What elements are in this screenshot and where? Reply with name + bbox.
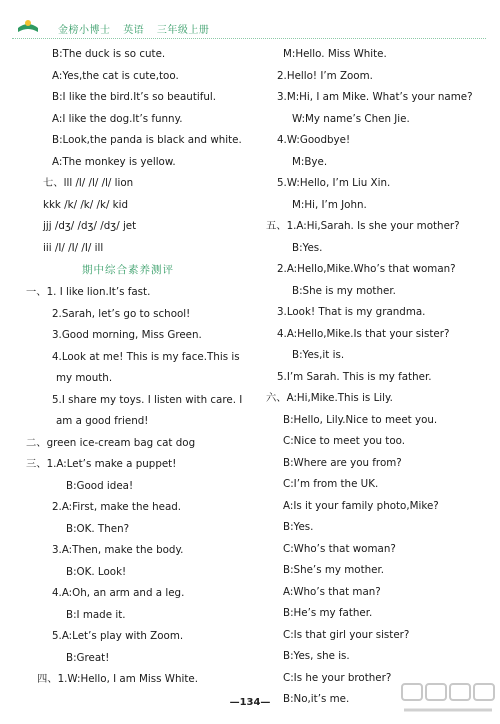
answer-line: 5.I share my toys. I listen with care. I: [52, 393, 243, 406]
grade-name: 三年级上册: [156, 25, 210, 36]
answer-line: 4.A:Oh, an arm and a leg.: [52, 587, 185, 599]
answer-line: 2.Sarah, let’s go to school!: [52, 307, 191, 320]
left-column: [26, 44, 258, 691]
answer-line: C:I’m from the UK.: [283, 478, 379, 490]
answer-line: 一、1. I like lion.It’s fast.: [26, 286, 151, 298]
answer-line: B:She is my mother.: [292, 284, 396, 297]
answer-line: M:Hi, I’m John.: [292, 198, 367, 211]
answer-line: 3.A:Then, make the body.: [52, 544, 184, 556]
answer-line: B:OK. Look!: [66, 565, 127, 578]
answer-line: M:Bye.: [292, 155, 328, 168]
answer-line: W:My name’s Chen Jie.: [292, 112, 410, 125]
answer-line: B:Yes,it is.: [292, 349, 345, 361]
answer-line: B:Yes, she is.: [283, 650, 350, 662]
answer-line: M:Hello. Miss White.: [283, 48, 387, 60]
answer-line: 二、green ice-cream bag cat dog: [26, 436, 196, 449]
answer-line: 3.Good morning, Miss Green.: [52, 329, 202, 341]
answer-line: C:Is that girl your sister?: [283, 628, 410, 641]
answer-line: B:Good idea!: [66, 479, 134, 492]
page-header: [0, 0, 500, 40]
header-divider: [12, 38, 486, 39]
answer-line: iii /I/ /I/ /I/ ill: [43, 241, 104, 254]
answer-line: 4.W:Goodbye!: [277, 134, 351, 146]
brand-name: 金榜小博士: [58, 25, 111, 36]
answer-line: B:Great!: [66, 651, 110, 664]
answer-line: 五、1.A:Hi,Sarah. Is she your mother?: [266, 220, 460, 232]
answer-line: 2.A:Hello,Mike.Who’s that woman?: [277, 263, 456, 275]
answer-line: B:I made it.: [66, 608, 126, 621]
answer-line: B:Yes.: [292, 241, 323, 254]
answer-line: A:Is it your family photo,Mike?: [283, 499, 439, 512]
answer-line: A:The monkey is yellow.: [52, 155, 176, 168]
answer-line: 六、A:Hi,Mike.This is Lily.: [266, 392, 393, 404]
answer-line: 5.W:Hello, I’m Liu Xin.: [277, 177, 391, 189]
answer-line: kkk /k/ /k/ /k/ kid: [43, 198, 129, 211]
answer-line: B:Look,the panda is black and white.: [52, 134, 242, 146]
page-number: —134—: [229, 697, 271, 708]
answer-line: A:Yes,the cat is cute,too.: [52, 69, 179, 82]
answer-line: B:The duck is so cute.: [52, 48, 166, 60]
answer-line: 四、1.W:Hello, I am Miss White.: [37, 673, 198, 685]
answer-line: 3.Look! That is my grandma.: [277, 306, 426, 318]
answer-line: B:Where are you from?: [283, 456, 402, 469]
answer-line: C:Nice to meet you too.: [283, 435, 406, 447]
answer-line: 2.Hello! I’m Zoom.: [277, 69, 373, 82]
answer-line: 2.A:First, make the head.: [52, 501, 182, 513]
answer-site-watermark-icon: [400, 680, 496, 720]
subject-name: 英语: [123, 25, 145, 36]
answer-line: 5.I’m Sarah. This is my father.: [277, 370, 432, 383]
answer-line: 七、lll /l/ /l/ /l/ lion: [43, 177, 134, 189]
answer-line: B:She’s my mother.: [283, 564, 385, 576]
answer-line: C:Who’s that woman?: [283, 542, 396, 555]
answer-line: jjj /dʒ/ /dʒ/ /dʒ/ jet: [43, 220, 137, 232]
section-title: 期中综合素养测评: [82, 264, 174, 276]
answer-line: B:Yes.: [283, 521, 314, 533]
answer-line: 5.A:Let’s play with Zoom.: [52, 630, 184, 642]
answer-line: 3.M:Hi, I am Mike. What’s your name?: [277, 91, 473, 103]
answer-line: 4.Look at me! This is my face.This is: [52, 350, 240, 363]
book-logo-icon: [16, 18, 40, 34]
right-column: [266, 44, 498, 711]
answer-line: A:I like the dog.It’s funny.: [52, 112, 183, 125]
answer-line: 4.A:Hello,Mike.Is that your sister?: [277, 327, 450, 340]
answer-line: B:No,it’s me.: [283, 693, 350, 705]
answer-line: am a good friend!: [56, 415, 149, 427]
answer-line: B:OK. Then?: [66, 522, 130, 535]
answer-line: A:Who’s that man?: [283, 585, 381, 598]
header-title: [58, 21, 218, 36]
answer-line: B:Hello, Lily.Nice to meet you.: [283, 413, 438, 426]
answer-line: C:Is he your brother?: [283, 671, 392, 684]
answer-line: B:I like the bird.It’s so beautiful.: [52, 91, 217, 103]
answer-line: my mouth.: [56, 372, 113, 384]
answer-line: B:He’s my father.: [283, 607, 373, 619]
answer-line: 三、1.A:Let’s make a puppet!: [26, 458, 177, 470]
